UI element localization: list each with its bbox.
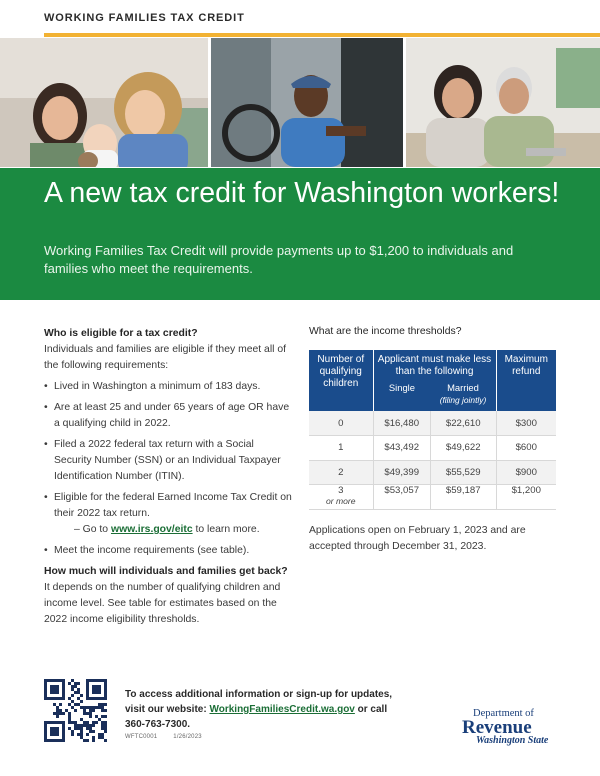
col-header-applicant: Applicant must make less than the following [373,350,496,382]
children-note: or more [325,496,356,506]
eligibility-item: • Lived in Washington a minimum of 183 days. [44,379,294,395]
eligibility-list [44,379,294,559]
family-photo [0,38,208,167]
refund-cell: $900 [496,460,556,485]
eligibility-item-text: Eligible for the federal Earned Income Tax Credit on their 2022 tax return. [54,492,292,519]
col-header-married [430,382,496,411]
eligibility-item-eitc [44,490,294,538]
table-row [309,436,556,461]
single-cell: $49,399 [373,460,430,485]
hero-banner [0,168,600,300]
children-cell: 2 [309,460,373,485]
children-value: 3 [338,485,344,496]
eligibility-heading: Who is eligible for a tax credit? [44,328,198,339]
form-number: WFTC0001 [125,734,158,740]
refund-cell: $600 [496,436,556,461]
form-code [125,734,202,740]
form-date: 1/26/2023 [173,734,202,740]
logo-line-3: Washington State [476,735,549,746]
children-cell [309,485,373,510]
eligibility-item: • Meet the income requirements (see table). [44,543,294,559]
col-header-single: Single [373,382,430,411]
banner-title: A new tax credit for Washington workers! [44,177,560,209]
amount-heading: How much will individuals and families get back? [44,566,288,577]
single-cell: $16,480 [373,411,430,436]
thresholds-heading: What are the income thresholds? [309,326,462,337]
table-row [309,460,556,485]
col-header-married-note: (filing jointly) [439,395,487,405]
thresholds-section [309,326,557,555]
refund-cell: $300 [496,411,556,436]
table-row [309,485,556,510]
footer-text-after: or call 360-763-7300. [125,704,388,730]
children-cell: 0 [309,411,373,436]
header-rule [44,33,600,37]
qr-code-graphic [44,679,107,742]
single-cell: $53,057 [373,485,430,510]
children-cell: 1 [309,436,373,461]
eligibility-intro: Individuals and families are eligible if they meet all of the following requirements: [44,344,286,371]
married-cell: $55,529 [430,460,496,485]
program-label: WORKING FAMILIES TAX CREDIT [44,12,245,24]
logo-line-2: Revenue [462,717,532,738]
dor-logo [462,709,562,746]
single-cell: $43,492 [373,436,430,461]
income-threshold-table [309,350,556,510]
amount-text: It depends on the number of qualifying children and income level. See table for estimates based on the 2022 income eligibility thresholds. [44,582,281,625]
married-cell: $59,187 [430,485,496,510]
married-cell: $22,610 [430,411,496,436]
col-header-refund: Maximum refund [496,350,556,411]
eligibility-item: • Filed a 2022 federal tax return with a Social Security Number (SSN) or an Individual Taxpayer Identification Number (ITIN). [44,437,294,485]
footer-contact [125,687,400,732]
footer-text-before: To access additional information or sign-up for updates, visit our website: [125,689,393,715]
qr-code[interactable] [44,679,107,742]
photo-strip [0,38,600,167]
irs-link-prefix: – Go to [74,524,109,535]
irs-eitc-link[interactable]: www.irs.gov/eitc [110,524,193,535]
website-link[interactable]: WorkingFamiliesCredit.wa.gov [209,704,355,715]
eligibility-item: • Are at least 25 and under 65 years of age OR have a qualifying child in 2022. [44,400,294,432]
col-header-children: Number of qualifying children [309,350,373,411]
couple-photo [406,38,600,167]
eligibility-section [44,326,294,633]
table-row [309,411,556,436]
refund-cell: $1,200 [496,485,556,510]
irs-link-suffix: to learn more. [195,524,260,535]
irs-link-note [54,522,294,538]
col-header-married-label: Married [447,382,479,393]
driver-photo [211,38,403,167]
banner-subtitle: Working Families Tax Credit will provide payments up to $1,200 to individuals and families who meet the requirements. [44,243,514,276]
applications-note: Applications open on February 1, 2023 and are accepted through December 31, 2023. [309,524,526,552]
married-cell: $49,622 [430,436,496,461]
logo-line-1: Department of [473,708,534,719]
